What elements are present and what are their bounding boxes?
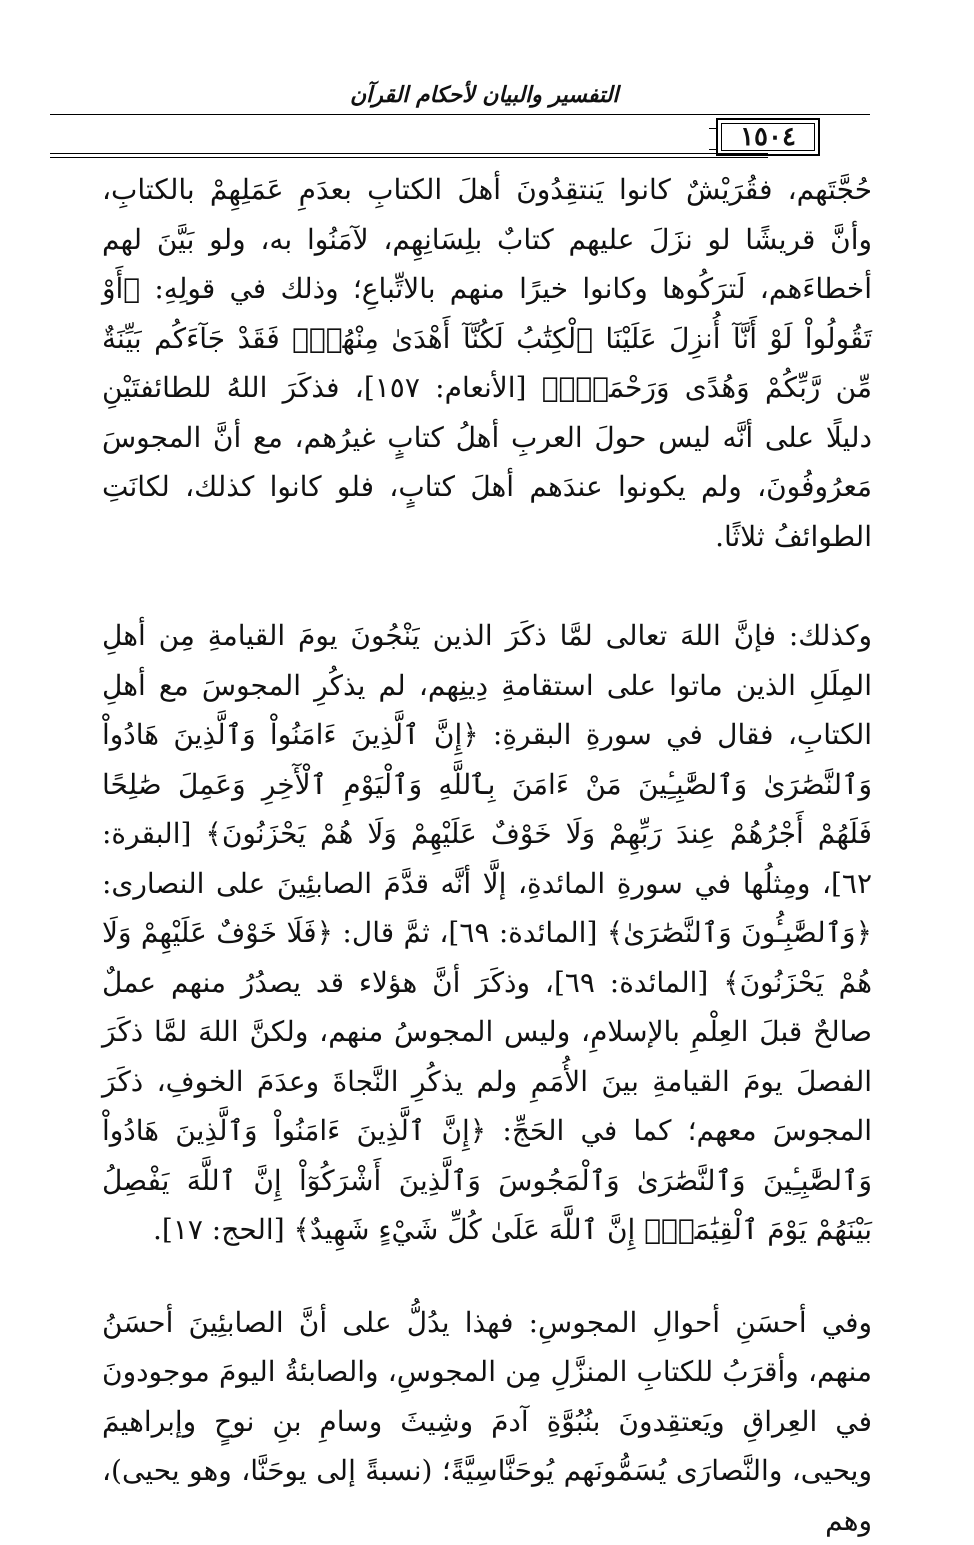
header-rule-lower [50,153,768,154]
paragraph-spacer [102,1255,872,1298]
page-number: ١٥٠٤ [716,118,820,156]
body-text [102,165,872,1545]
header-rule [50,114,870,115]
paragraph-spacer [102,561,872,611]
running-title: التفسير والبيان لأحكام القرآن [350,78,870,112]
paragraph-2: وكذلك: فإنَّ اللهَ تعالى لمَّا ذكَرَ الذين يَنْجُونَ يومَ القيامةِ مِن أهلِ المِلَلِ الذين ماتوا على استقامةِ دِينِهم، لم يذكُرِ المجوسَ مع أهلِ الكتابِ، فقال في سورةِ البقرةِ: ﴿إِنَّ ٱلَّذِينَ ءَامَنُواْ وَٱلَّذِينَ هَادُواْ وَٱلنَّصَٰرَىٰ وَٱلصَّٰبِـِٔينَ مَنْ ءَامَنَ بِٱللَّهِ وَٱلْيَوْمِ ٱلْأٓخِرِ وَعَمِلَ صَٰلِحًا فَلَهُمْ أَجْرُهُمْ عِندَ رَبِّهِمْ وَلَا خَوْفٌ عَلَيْهِمْ وَلَا هُمْ يَحْزَنُونَ﴾ [البقرة: ٦٢]، ومِثلُها في سورةِ المائدةِ، إلَّا أنَّه قدَّمَ الصابئِينَ على النصارى: ﴿وَٱلصَّٰبِـُٔونَ وَٱلنَّصَٰرَىٰ﴾ [المائدة: ٦٩]، ثمَّ قال: ﴿فَلَا خَوْفٌ عَلَيْهِمْ وَلَا هُمْ يَحْزَنُونَ﴾ [المائدة: ٦٩]، وذكَرَ أنَّ هؤلاء قد يصدُرُ منهم عملٌ صالحٌ قبلَ العِلْمِ بالإسلامِ، وليس المجوسُ منهم، ولكنَّ اللهَ لمَّا ذكَرَ الفصلَ يومَ القيامةِ بينَ الأُمَمِ ولم يذكُرِ النَّجاةَ وعدَمَ الخوفِ، ذكَرَ المجوسَ معهم؛ كما في الحَجِّ: ﴿إِنَّ ٱلَّذِينَ ءَامَنُواْ وَٱلَّذِينَ هَادُواْ وَٱلصَّٰبِـِٔينَ وَٱلنَّصَٰرَىٰ وَٱلْمَجُوسَ وَٱلَّذِينَ أَشْرَكُوٓاْ إِنَّ ٱللَّهَ يَفْصِلُ بَيْنَهُمْ يَوْمَ ٱلْقِيَٰمَةِۚ إِنَّ ٱللَّهَ عَلَىٰ كُلِّ شَيْءٍ شَهِيدٌ﴾ [الحج: ١٧]. [102,611,872,1255]
paragraph-3: وفي أحسَنِ أحوالِ المجوسِ: فهذا يدُلُّ على أنَّ الصابئِينَ أحسَنُ منهم، وأقرَبُ للكتابِ المنزَّلِ مِن المجوسِ، والصابئةُ اليومَ موجودونَ في العِراقِ ويَعتقِدونَ بنُبُوَّةِ آدمَ وشِيثَ وسامِ بنِ نوحٍ وإبراهيمَ ويحيى، والنَّصارَى يُسَمُّونَهم يُوحَنَّاسِيَّةً؛ (نسبةً إلى يوحَنَّا، وهو يحيى)، وهم [102,1298,872,1545]
page-header [50,78,870,158]
header-rule-lower-second [50,157,768,158]
paragraph-1: حُجَّتَهم، فقُرَيْشٌ كانوا يَنتقِدُونَ أهلَ الكتابِ بعدَمِ عَمَلِهِمْ بالكتابِ، وأنَّ قريشًا لو نزَلَ عليهم كتابٌ بلِسَانِهِم، لآمَنُوا به، ولو بَيَّنَ لهم أخطاءَهم، لَترَكُوها وكانوا خيرًا منهم بالاتِّباعِ؛ وذلك في قولِهِ: ﴿أَوْ تَقُولُواْ لَوْ أَنَّآ أُنزِلَ عَلَيْنَا ٱلْكِتَٰبُ لَكُنَّآ أَهْدَىٰ مِنْهُمْۚ فَقَدْ جَآءَكُم بَيِّنَةٌ مِّن رَّبِّكُمْ وَهُدًى وَرَحْمَةٌۚ﴾ [الأنعام: ١٥٧]، فذكَرَ اللهُ للطائفتَيْنِ دليلًا على أنَّه ليس حولَ العربِ أهلُ كتابٍ غيرُهم، مع أنَّ المجوسَ مَعرُوفُونَ، ولم يكونوا عندَهم أهلَ كتابٍ، فلو كانوا كذلك، لكانَتِ الطوائفُ ثلاثًا. [102,165,872,561]
